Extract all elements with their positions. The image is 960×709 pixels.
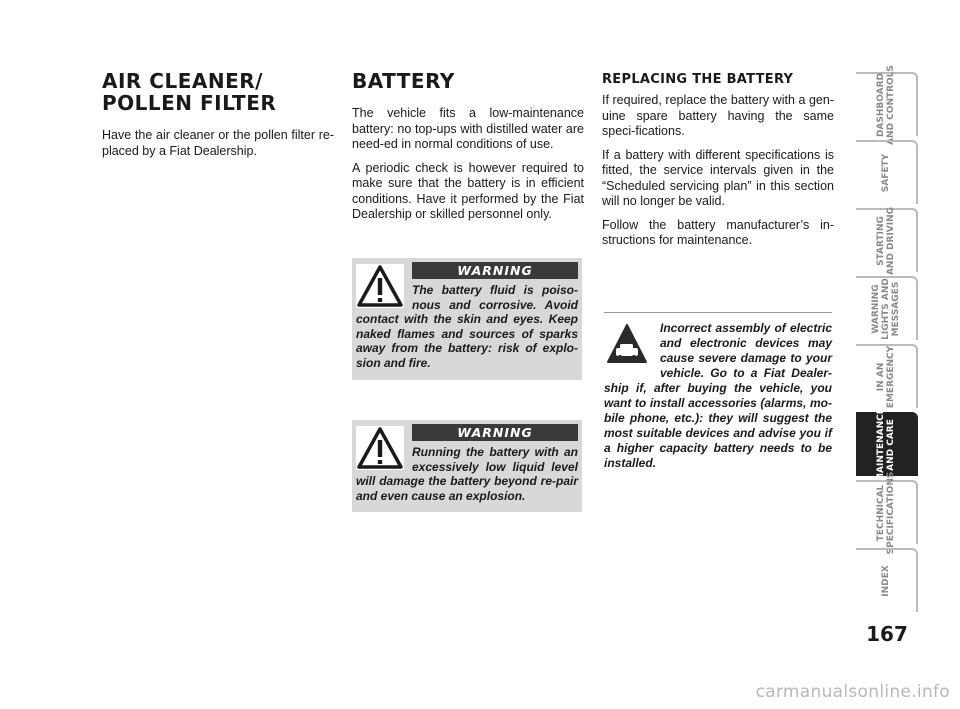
replacing-para-2: If a battery with different specifications is fitted, the service intervals given in the “Scheduled servicing plan” in this section will no longer be valid. [602, 147, 834, 208]
tab-label: STARTING AND DRIVING [876, 206, 896, 276]
tab-label: IN AN EMERGENCY [876, 345, 896, 409]
replacing-battery-section [602, 70, 834, 257]
battery-para-1: The vehicle fits a low-maintenance battery: no top-ups with distilled water are need-ed in normal conditions of use. [352, 106, 584, 151]
tab-technical-specifications[interactable] [856, 471, 918, 555]
tab-maintenance-and-care[interactable] [856, 408, 918, 482]
caution-note-text: Incorrect assembly of electric and electronic devices may cause severe damage to your vehicle. Go to a Fiat Dealer-ship if, after buying the vehicle, you want to install accessories (alarms, mo-bile phone, etc.): they will suggest the most suitable devices and advise you if a higher capacity battery needs to be installed. [604, 321, 832, 470]
tab-warning-lights-and-messages[interactable] [856, 276, 918, 340]
warning-box-fluid [352, 258, 582, 380]
battery-para-2: A periodic check is however required to make sure that the battery is in efficient conditions. Have it performed by the Fiat Dealership or skilled personnel only. [352, 160, 584, 221]
replacing-para-3: Follow the battery manufacturer’s in-structions for maintenance. [602, 217, 834, 247]
air-cleaner-section [102, 70, 334, 167]
tab-safety[interactable] [856, 140, 918, 204]
tab-index[interactable] [856, 548, 918, 612]
tab-label: INDEX [881, 565, 891, 597]
page-number: 167 [866, 622, 908, 646]
replacing-para-1: If required, replace the battery with a gen-uine spare battery having the same speci-fications. [602, 93, 834, 138]
tab-label: TECHNICAL SPECIFICATIONS [876, 471, 896, 555]
warning-triangle-icon [356, 264, 404, 308]
tab-label: SAFETY [881, 153, 891, 193]
warning-text: The battery fluid is poiso-nous and corrosive. Avoid contact with the skin and eyes. Keep naked flames and sources of sparks away from the battery: risk of explo-sion and fire. [356, 283, 578, 370]
warning-box-low-liquid [352, 420, 582, 512]
tab-starting-and-driving[interactable] [856, 206, 918, 276]
warning-header: WARNING [412, 262, 578, 279]
air-cleaner-text: Have the air cleaner or the pollen filter re-placed by a Fiat Dealership. [102, 128, 334, 158]
battery-title: BATTERY [352, 69, 455, 93]
air-cleaner-title [102, 70, 334, 114]
replacing-battery-title: REPLACING THE BATTERY [602, 72, 794, 87]
battery-section [352, 70, 584, 231]
air-cleaner-title-line1: AIR CLEANER/ [102, 69, 263, 93]
tab-dashboard-and-controls[interactable] [856, 65, 918, 145]
warning-text: Running the battery with an excessively low liquid level will damage the battery beyond re-pair and even cause an explosion. [356, 445, 578, 503]
watermark: carmanualsonline.info [755, 682, 950, 702]
air-cleaner-title-line2: POLLEN FILTER [102, 91, 277, 115]
tab-label: DASHBOARD AND CONTROLS [876, 65, 896, 145]
caution-note [604, 312, 832, 471]
warning-header: WARNING [412, 424, 578, 441]
section-tabs [856, 65, 918, 616]
warning-triangle-icon [356, 426, 404, 470]
tab-label: MAINTENANCE AND CARE [876, 408, 896, 482]
tab-label: WARNING LIGHTS AND MESSAGES [871, 278, 901, 340]
tab-in-an-emergency[interactable] [856, 344, 918, 408]
car-caution-triangle-icon [606, 323, 648, 365]
